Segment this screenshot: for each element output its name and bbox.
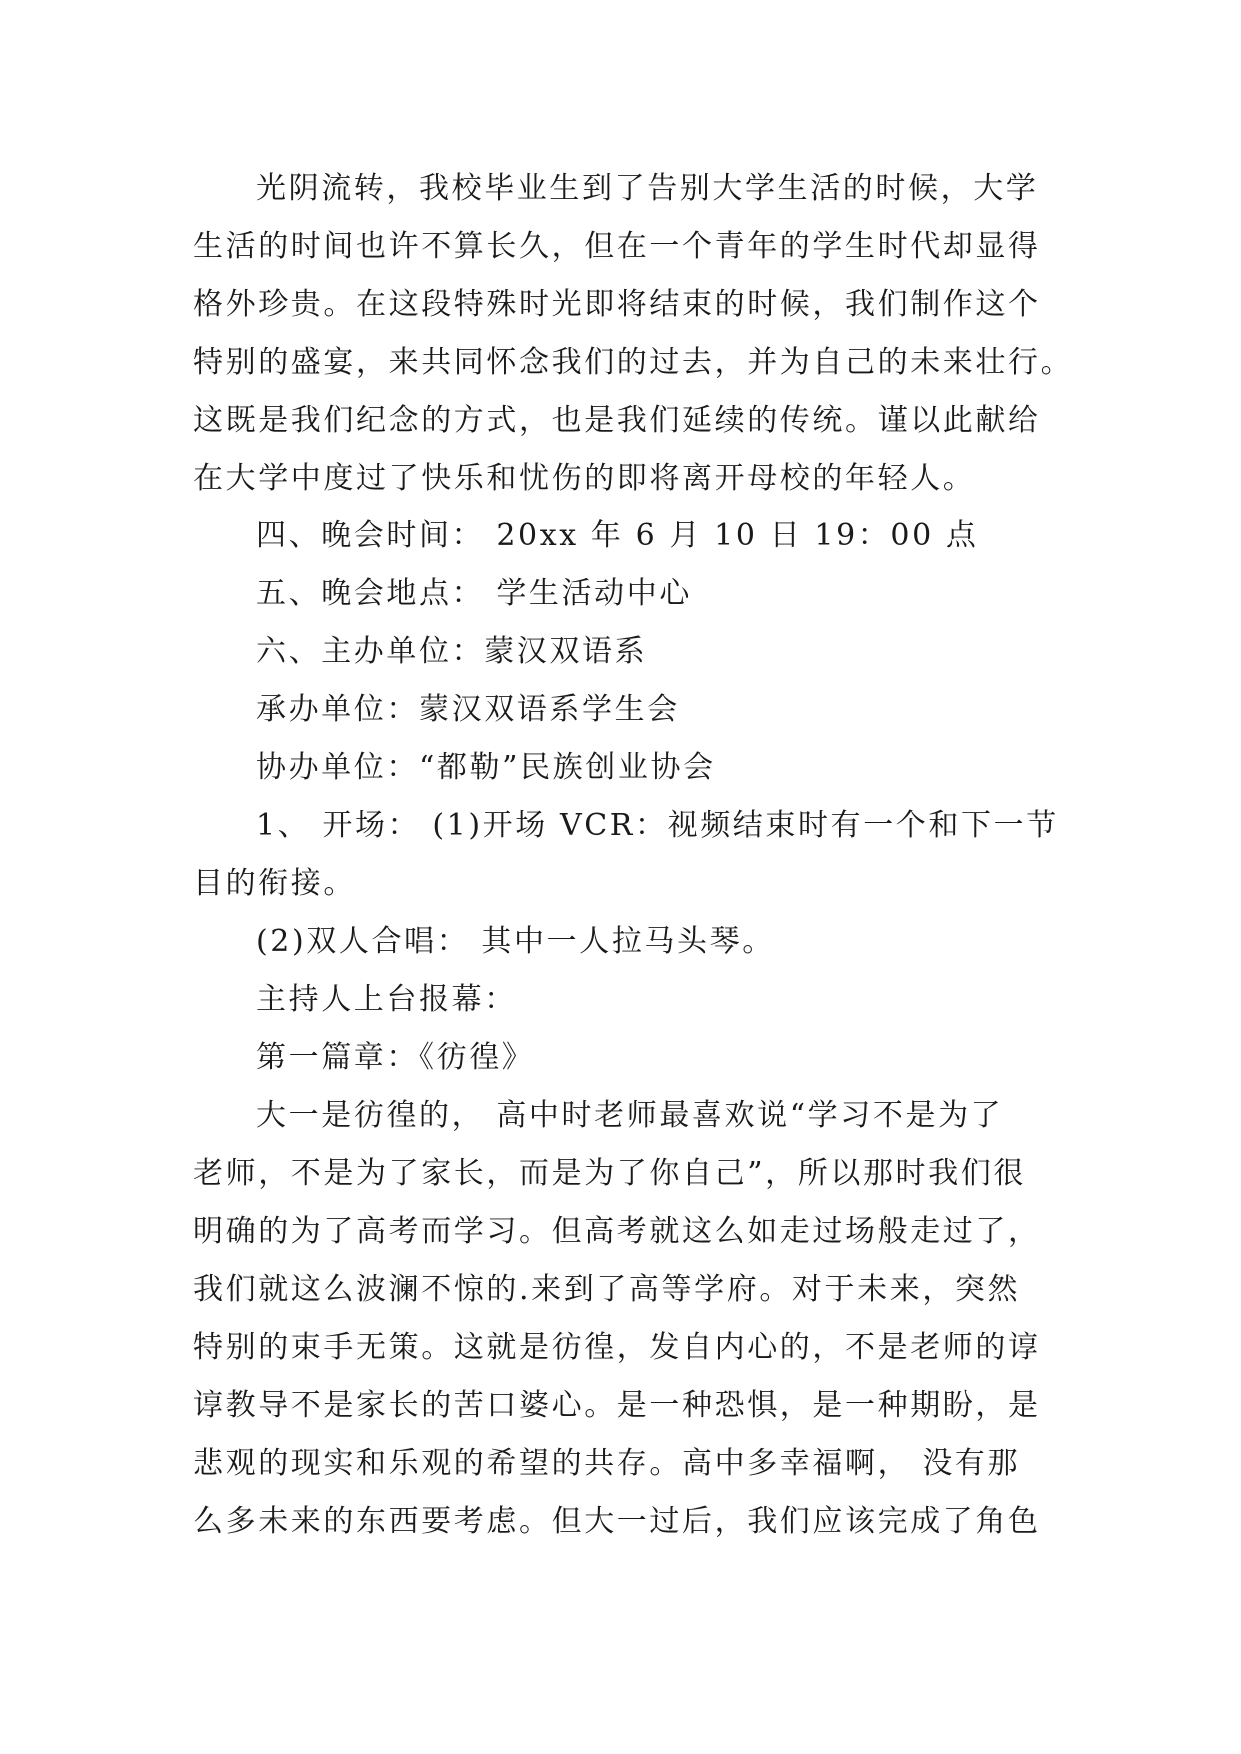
paragraph-line: 悲观的现实和乐观的希望的共存。高中多幸福啊， 没有那	[193, 1446, 1021, 1481]
program-item-line: (2)双人合唱： 其中一人拉马头琴。	[256, 924, 775, 959]
paragraph-line: 么多未来的东西要考虑。但大一过后，我们应该完成了角色	[193, 1504, 1041, 1539]
paragraph-line: 我们就这么波澜不惊的.来到了高等学府。对于未来，突然	[193, 1272, 1021, 1307]
chapter-title: 第一篇章：《彷徨》	[256, 1040, 535, 1075]
paragraph-line: 老师，不是为了家长，而是为了你自己”，所以那时我们很	[193, 1156, 1026, 1191]
program-item-line: 目的衔接。	[193, 866, 356, 901]
paragraph-line: 特别的束手无策。这就是彷徨，发自内心的，不是老师的谆	[193, 1330, 1041, 1365]
paragraph-line: 在大学中度过了快乐和忧伤的即将离开母校的年轻人。	[193, 461, 976, 496]
paragraph-line: 格外珍贵。在这段特殊时光即将结束的时候，我们制作这个	[193, 287, 1041, 322]
paragraph-line: 生活的时间也许不算长久，但在一个青年的学生时代却显得	[193, 229, 1041, 264]
program-item-line: 1、 开场： (1)开场 VCR：视频结束时有一个和下一节	[256, 808, 1059, 843]
organizer-line: 六、主办单位：蒙汉双语系	[256, 634, 648, 669]
co-organizer-line: 协办单位：“都勒”民族创业协会	[256, 750, 716, 785]
event-venue-line: 五、晚会地点： 学生活动中心	[256, 576, 692, 611]
event-time-line: 四、晚会时间： 20xx 年 6 月 10 日 19：00 点	[256, 518, 979, 553]
paragraph-line: 明确的为了高考而学习。但高考就这么如走过场般走过了，	[193, 1214, 1041, 1249]
host-announcement-line: 主持人上台报幕：	[256, 982, 517, 1017]
paragraph-line: 谆教导不是家长的苦口婆心。是一种恐惧，是一种期盼，是	[193, 1388, 1041, 1423]
host-unit-line: 承办单位：蒙汉双语系学生会	[256, 692, 680, 727]
paragraph-line: 这既是我们纪念的方式，也是我们延续的传统。谨以此献给	[193, 403, 1041, 438]
paragraph-line: 光阴流转，我校毕业生到了告别大学生活的时候，大学	[256, 171, 1039, 206]
paragraph-line: 大一是彷徨的， 高中时老师最喜欢说“学习不是为了	[256, 1098, 1004, 1133]
paragraph-line: 特别的盛宴，来共同怀念我们的过去，并为自己的未来壮行。	[193, 345, 1074, 380]
